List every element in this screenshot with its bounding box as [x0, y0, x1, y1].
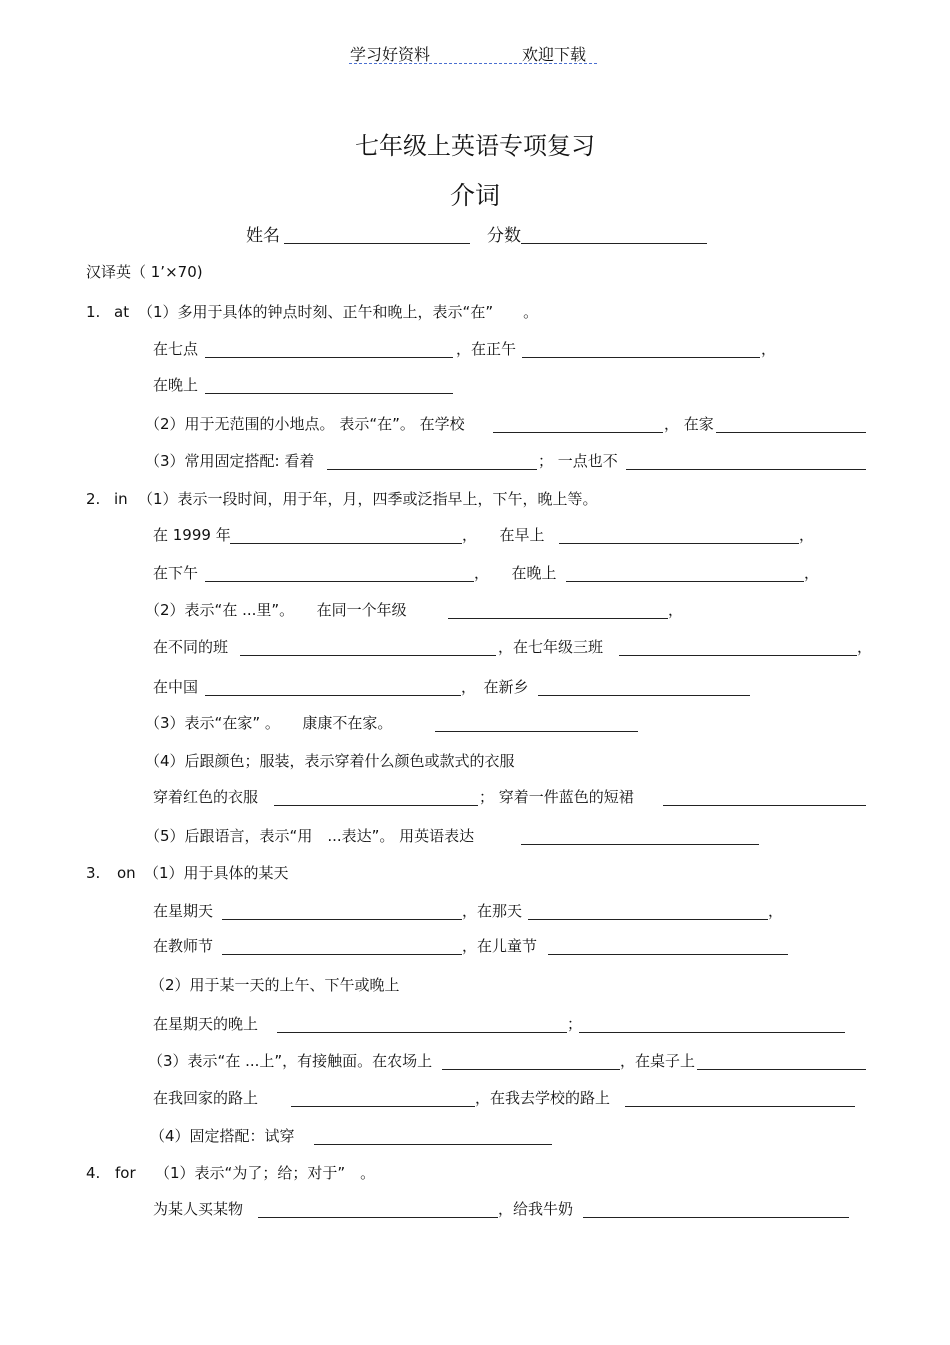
- page-title: 七年级上英语专项复习: [355, 132, 595, 160]
- preposition-on: on: [117, 864, 136, 882]
- answer-blank[interactable]: [663, 805, 866, 806]
- on-rule-1: （1）用于具体的某天: [144, 864, 289, 882]
- answer-blank[interactable]: [240, 655, 496, 656]
- on-q-children: ，在儿童节: [462, 937, 538, 955]
- header-right: 欢迎下载: [522, 45, 587, 64]
- comma: ，: [761, 340, 777, 358]
- at-rule-1: （1）多用于具体的钟点时刻、正午和晚上，表示“在” 。: [138, 303, 539, 321]
- in-q-diffclass: 在不同的班: [153, 638, 229, 656]
- in-q-evening: ， 在晚上: [474, 564, 557, 582]
- answer-blank[interactable]: [528, 919, 768, 920]
- at-rule-3: （3）常用固定搭配: 看着: [145, 452, 315, 470]
- answer-blank[interactable]: [559, 543, 799, 544]
- on-rule-4: （4）固定搭配：试穿: [150, 1127, 295, 1145]
- in-q-1999: 在 1999 年: [153, 526, 231, 544]
- answer-blank[interactable]: [448, 618, 668, 619]
- answer-blank[interactable]: [291, 1106, 475, 1107]
- answer-blank[interactable]: [697, 1069, 866, 1070]
- comma: ，: [768, 902, 784, 920]
- answer-blank[interactable]: [205, 393, 453, 394]
- item-number: 4.: [86, 1164, 101, 1182]
- answer-blank[interactable]: [626, 469, 866, 470]
- on-q-thatday: ，在那天: [462, 902, 523, 920]
- in-rule-1: （1）表示一段时间，用于年，月，四季或泛指早上，下午，晚上等。: [138, 490, 598, 508]
- answer-blank[interactable]: [619, 655, 857, 656]
- in-q-blue: ； 穿着一件蓝色的短裙: [479, 788, 634, 806]
- in-q-morning: ， 在早上: [462, 526, 545, 544]
- answer-blank[interactable]: [538, 695, 750, 696]
- in-q-afternoon: 在下午: [153, 564, 199, 582]
- instruction: 汉译英（ 1’×70): [86, 263, 203, 281]
- answer-blank[interactable]: [205, 357, 453, 358]
- answer-blank[interactable]: [522, 357, 760, 358]
- header-left: 学习好资料: [350, 45, 431, 64]
- preposition-at: at: [114, 303, 130, 321]
- answer-blank[interactable]: [548, 954, 788, 955]
- item-number: 3.: [86, 864, 101, 882]
- name-field[interactable]: [284, 243, 470, 244]
- answer-blank[interactable]: [277, 1032, 567, 1033]
- in-rule-2: （2）表示“在 ...里”。 在同一个年级: [145, 601, 407, 619]
- answer-blank[interactable]: [274, 805, 478, 806]
- for-q-buy: 为某人买某物: [153, 1200, 244, 1218]
- comma: ，: [799, 526, 815, 544]
- score-field[interactable]: [521, 243, 707, 244]
- on-q-teachers: 在教师节: [153, 937, 214, 955]
- at-q-home: ， 在家: [664, 415, 714, 433]
- in-q-class3: ，在七年级三班: [498, 638, 604, 656]
- answer-blank[interactable]: [205, 695, 461, 696]
- answer-blank[interactable]: [435, 731, 638, 732]
- answer-blank[interactable]: [442, 1069, 620, 1070]
- answer-blank[interactable]: [716, 432, 866, 433]
- answer-blank[interactable]: [521, 844, 759, 845]
- comma: ，: [804, 564, 820, 582]
- on-q-wayschool: ，在我去学校的路上: [475, 1089, 611, 1107]
- in-q-china: 在中国: [153, 678, 199, 696]
- name-label: 姓名: [246, 226, 280, 246]
- answer-blank[interactable]: [230, 543, 462, 544]
- at-q-notatall: ； 一点也不: [538, 452, 618, 470]
- comma: ，: [668, 601, 684, 619]
- answer-blank[interactable]: [625, 1106, 855, 1107]
- answer-blank[interactable]: [579, 1032, 845, 1033]
- at-q-evening: 在晚上: [153, 376, 199, 394]
- header-underline: [349, 63, 597, 64]
- in-q-xinxiang: ， 在新乡: [461, 678, 529, 696]
- on-rule-2: （2）用于某一天的上午、下午或晚上: [150, 976, 400, 994]
- on-q-wayhome: 在我回家的路上: [153, 1089, 259, 1107]
- answer-blank[interactable]: [583, 1217, 849, 1218]
- item-number: 1.: [86, 303, 101, 321]
- answer-blank[interactable]: [222, 919, 462, 920]
- in-rule-4: （4）后跟颜色；服装，表示穿着什么颜色或款式的衣服: [145, 752, 515, 770]
- at-rule-2: （2）用于无范围的小地点。 表示“在”。 在学校: [145, 415, 465, 433]
- for-rule-1: （1）表示“为了；给；对于” 。: [155, 1164, 376, 1182]
- in-q-red: 穿着红色的衣服: [153, 788, 259, 806]
- at-q-seven: 在七点: [153, 340, 199, 358]
- on-rule-3: （3）表示“在 ...上”，有接触面。在农场上: [148, 1052, 433, 1070]
- in-rule-5: （5）后跟语言，表示“用 ...表达”。 用英语表达: [145, 827, 475, 845]
- answer-blank[interactable]: [566, 581, 804, 582]
- in-rule-3: （3）表示“在家” 。 康康不在家。: [145, 714, 393, 732]
- answer-blank[interactable]: [222, 954, 462, 955]
- item-number: 2.: [86, 490, 101, 508]
- preposition-for: for: [115, 1164, 136, 1182]
- answer-blank[interactable]: [493, 432, 663, 433]
- answer-blank[interactable]: [258, 1217, 498, 1218]
- on-q-sundayeve: 在星期天的晚上: [153, 1015, 259, 1033]
- comma: ，: [857, 638, 873, 656]
- for-q-milk: ，给我牛奶: [498, 1200, 574, 1218]
- semicolon: ；: [567, 1015, 583, 1033]
- preposition-in: in: [114, 490, 128, 508]
- answer-blank[interactable]: [327, 469, 537, 470]
- on-q-desk: ，在桌子上: [620, 1052, 696, 1070]
- page-subtitle: 介词: [449, 181, 500, 210]
- at-q-noon: ，在正午: [456, 340, 517, 358]
- score-label: 分数: [487, 226, 521, 246]
- on-q-sunday: 在星期天: [153, 902, 214, 920]
- answer-blank[interactable]: [205, 581, 474, 582]
- answer-blank[interactable]: [314, 1144, 552, 1145]
